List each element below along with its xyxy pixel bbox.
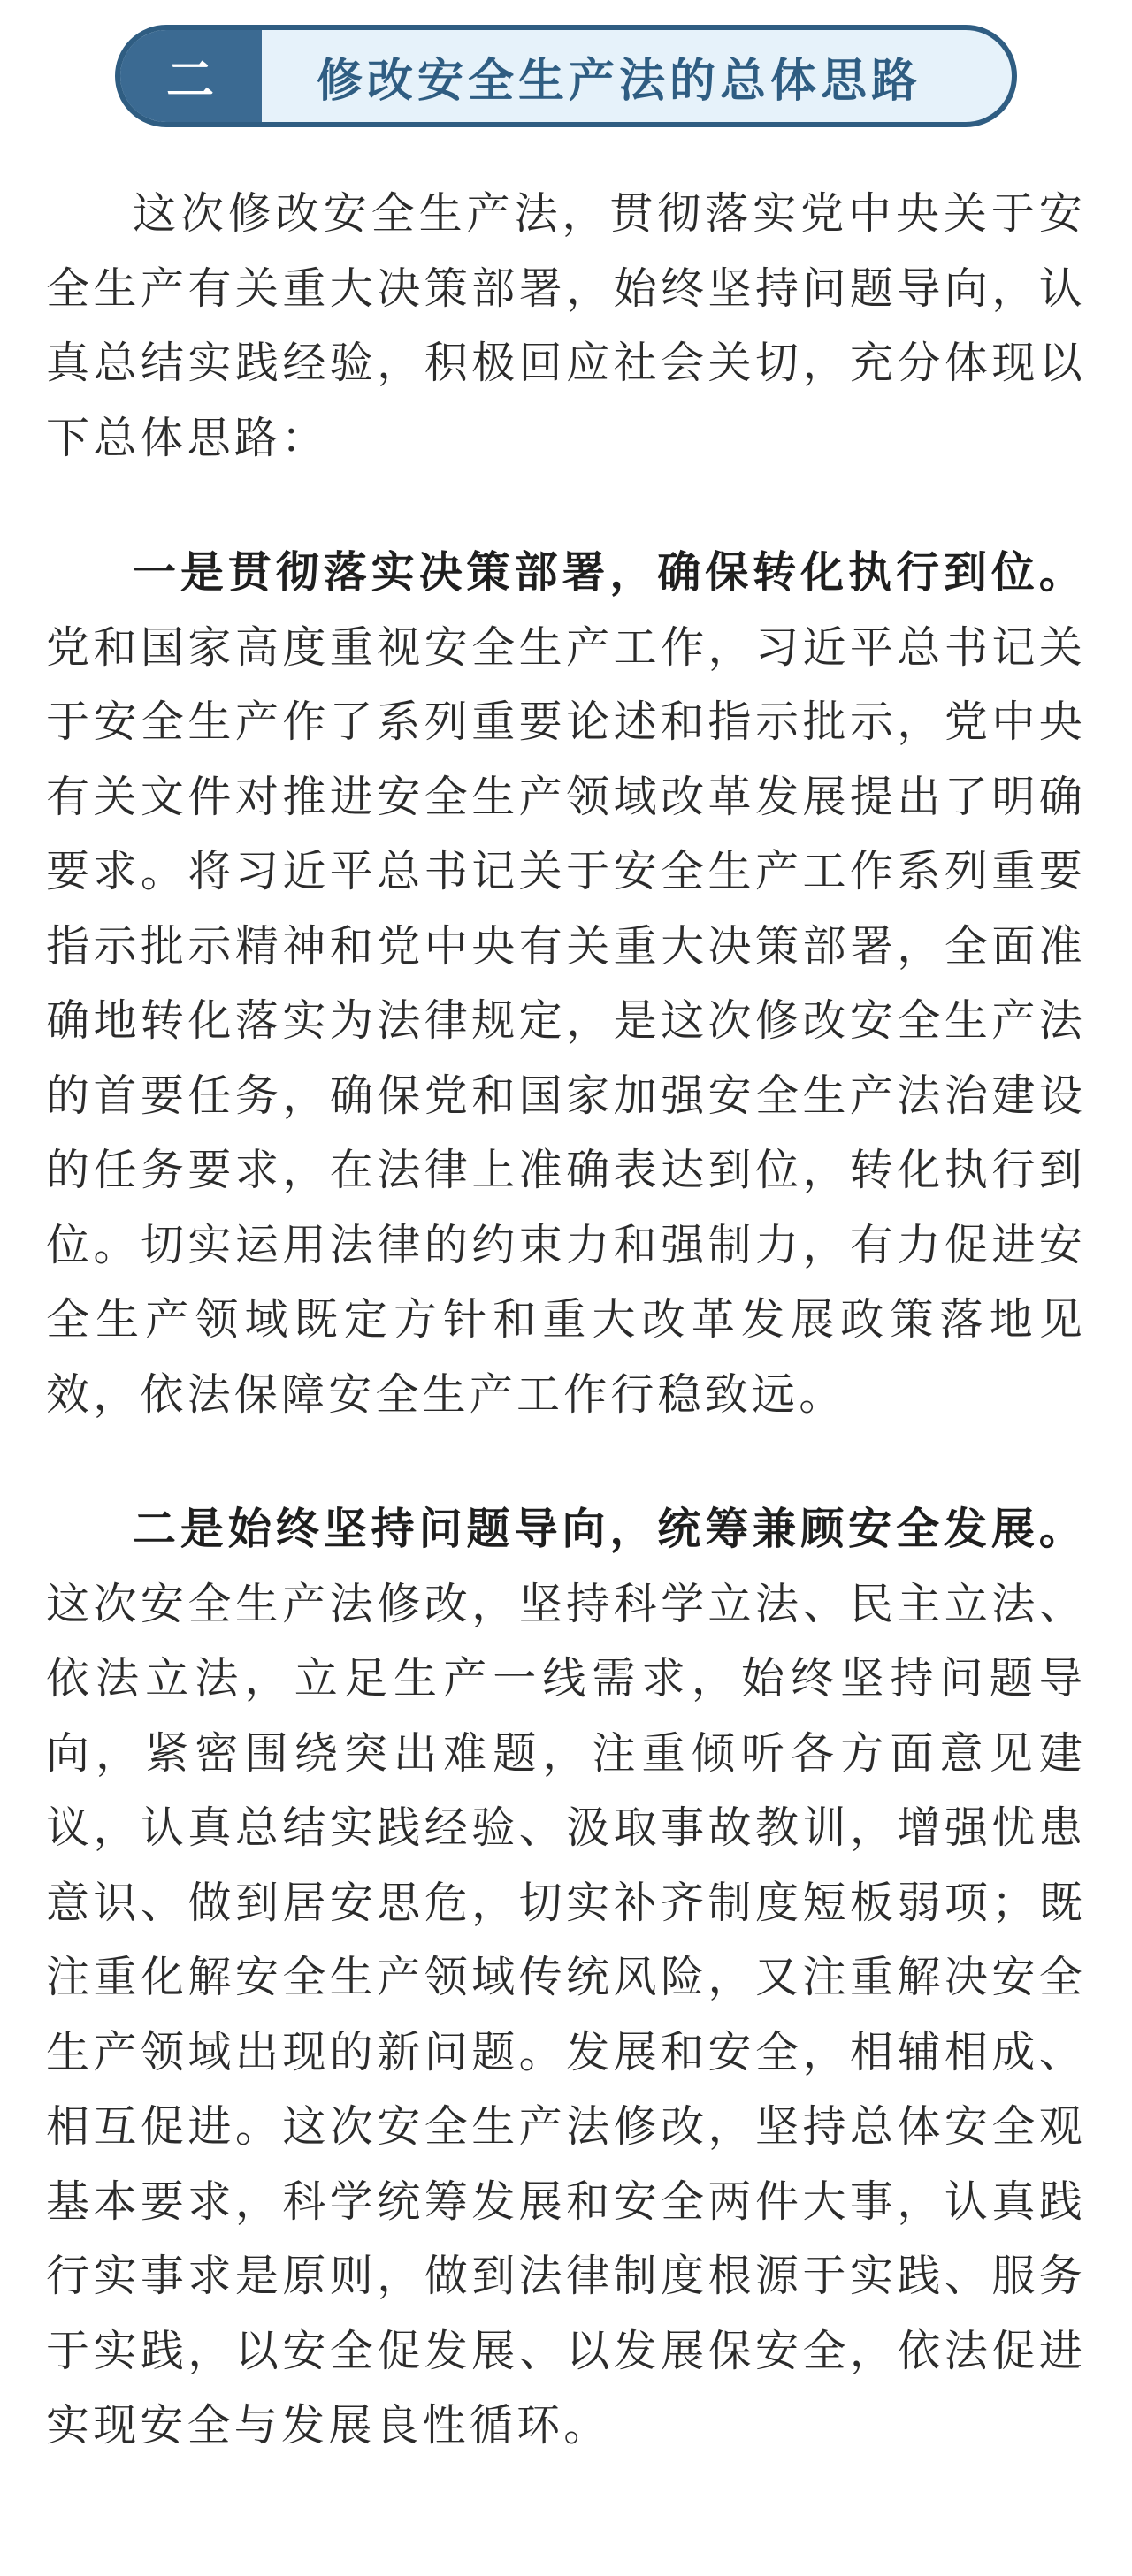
paragraph-point-one — [46, 536, 1086, 1432]
section-number: 二 — [120, 30, 262, 122]
paragraph-lead: 一是贯彻落实决策部署，确保转化执行到位。 — [133, 547, 1086, 598]
article-body — [46, 177, 1086, 2524]
paragraph-lead: 二是始终坚持问题导向，统筹兼顾安全发展。 — [133, 1504, 1086, 1554]
paragraph-text: 党和国家高度重视安全生产工作，习近平总书记关于安全生产作了系列重要论述和指示批示，党中央有关文件对推进安全生产领域改革发展提出了明确要求。将习近平总书记关于安全生产工作系列重要指示批示精神和党中央有关重大决策部署，全面准确地转化落实为法律规定，是这次修改安全生产法的首要任务，确保党和国家加强安全生产法治建设的任务要求，在法律上准确表达到位，转化执行到位。切实运用法律的约束力和强制力，有力促进安全生产领域既定方针和重大改革发展政策落地见效，依法保障安全生产工作行稳致远。 — [46, 621, 1086, 1420]
section-title: 修改安全生产法的总体思路 — [316, 54, 922, 108]
paragraph-point-two — [46, 1492, 1086, 2464]
paragraph-text: 这次修改安全生产法，贯彻落实党中央关于安全生产有关重大决策部署，始终坚持问题导向，认真总结实践经验，积极回应社会关切，充分体现以下总体思路： — [46, 188, 1086, 463]
paragraph-text: 这次安全生产法修改，坚持科学立法、民主立法、依法立法，立足生产一线需求，始终坚持问题导向，紧密围绕突出难题，注重倾听各方面意见建议，认真总结实践经验、汲取事故教训，增强忧患意识、做到居安思危，切实补齐制度短板弱项；既注重化解安全生产领域传统风险，又注重解决安全生产领域出现的新问题。发展和安全，相辅相成、相互促进。这次安全生产法修改，坚持总体安全观基本要求，科学统筹发展和安全两件大事，认真践行实事求是原则，做到法律制度根源于实践、服务于实践，以安全促发展、以发展保安全，依法促进实现安全与发展良性循环。 — [46, 1578, 1086, 2450]
section-header — [115, 25, 1017, 127]
paragraph-intro — [46, 177, 1086, 476]
